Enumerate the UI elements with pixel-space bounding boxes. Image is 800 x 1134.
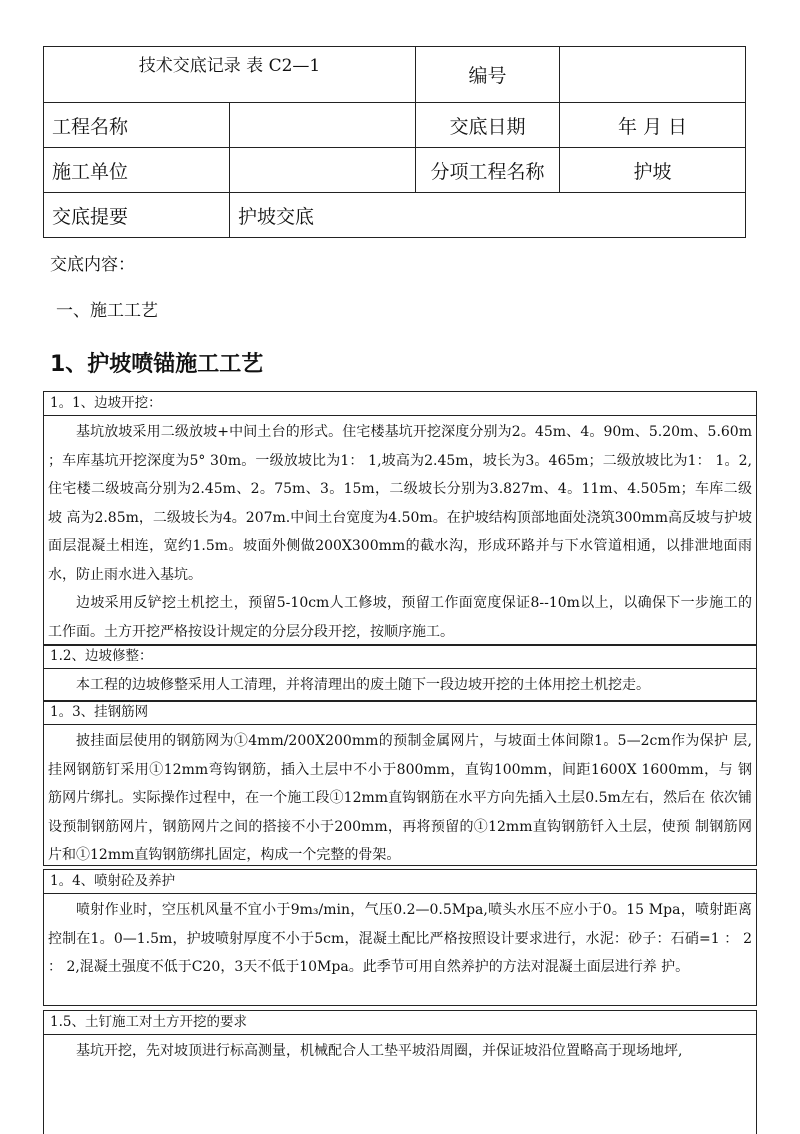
section-slope-excavation <box>43 391 757 646</box>
section-title: 1。4、喷射砼及养护 <box>43 869 757 894</box>
summary-value: 护坡交底 <box>230 193 746 238</box>
project-name-value <box>230 103 416 148</box>
number-label: 编号 <box>416 47 560 103</box>
sub-project-value: 护坡 <box>560 148 746 193</box>
summary-label: 交底提要 <box>44 193 230 238</box>
section-title: 1.2、边坡修整： <box>43 644 757 669</box>
section-steel-mesh <box>43 700 757 866</box>
content-label: 交底内容： <box>50 255 135 275</box>
main-heading: 1、护坡喷锚施工工艺 <box>50 352 264 377</box>
paragraph: 基坑放坡采用二级放坡+中间土台的形式。住宅楼基坑开挖深度分别为2。45m、4。90m、5.20m、5.60m ；车库基坑开挖深度为5° 30m。一级放坡比为1： 1,坡高为2.45m，坡长为3。465m；二级放坡比为1： 1。2, 住宅楼二级坡高分别为2.45m、2。75m、3。15m，二级坡长分别为3.827m、4。11m、4.505m；车库二级坡 高为2.85m，二级坡长为4。207m.中间土台宽度为4.50m。在护坡结构顶部地面处浇筑300mm高反坡与护坡面层混凝土相连，宽约1.5m。坡面外侧做200X300mm的截水沟，形成环路并与下水管道相通，以排泄地面雨水，防止雨水进入基坑。 <box>48 424 752 583</box>
unit-label: 施工单位 <box>44 148 230 193</box>
paragraph: 本工程的边坡修整采用人工清理，并将清理出的废土随下一段边坡开挖的土体用挖土机挖走。 <box>76 677 650 693</box>
paragraph: 边坡采用反铲挖土机挖土，预留5-10cm人工修坡，预留工作面宽度保证8--10m以上，以确保下一步施工的工作面。土方开挖严格按设计规定的分层分段开挖，按顺序施工。 <box>48 595 752 640</box>
paragraph: 喷射作业时，空压机风量不宜小于9m₃/min，气压0.2—0.5Mpa,喷头水压不应小于0。15 Mpa，喷射距离控制在1。0—1.5m，护坡喷射厚度不小于5cm，混凝土配比严格按照设计要求进行，水泥：砂子：石硝=1 ： 2 ： 2,混凝土强度不低于C20，3天不低于10Mpa。此季节可用自然养护的方法对混凝土面层进行养 护。 <box>48 902 752 975</box>
section-body <box>43 416 757 646</box>
section-body <box>43 725 757 866</box>
section-title: 1.5、土钉施工对土方开挖的要求 <box>43 1010 757 1035</box>
project-name-label: 工程名称 <box>44 103 230 148</box>
paragraph: 基坑开挖，先对坡顶进行标高测量，机械配合人工垫平坡沿周圈，并保证坡沿位置略高于现场地坪, <box>76 1043 683 1059</box>
section-soil-nail <box>43 1010 757 1134</box>
unit-value <box>230 148 416 193</box>
section-slope-trimming <box>43 644 757 702</box>
section-body <box>43 894 757 1006</box>
section-one-title: 一、施工工艺 <box>56 301 158 321</box>
section-body <box>43 1035 757 1134</box>
section-title: 1。1、边坡开挖： <box>43 391 757 416</box>
date-value: 年 月 日 <box>560 103 746 148</box>
date-label: 交底日期 <box>416 103 560 148</box>
section-title: 1。3、挂钢筋网 <box>43 700 757 725</box>
header-table <box>43 46 746 238</box>
form-title: 技术交底记录 表 C2—1 <box>44 47 416 103</box>
number-value <box>560 47 746 103</box>
section-body <box>43 669 757 702</box>
paragraph: 披挂面层使用的钢筋网为①4mm/200X200mm的预制金属网片，与坡面土体间隙1。5—2cm作为保护 层,挂网钢筋钉采用①12mm弯钩钢筋，插入土层中不小于800mm，直钩100mm，间距1600X 1600mm，与 钢 筋网片绑扎。实际操作过程中，在一个施工段①12mm直钩钢筋在水平方向先插入土层0.5m左右，然后在 依次铺设预制钢筋网片，钢筋网片之间的搭接不小于200mm，再将预留的①12mm直钩钢筋钎入土层，使预 制钢筋网片和①12mm直钩钢筋绑扎固定，构成一个完整的骨架。 <box>48 733 752 863</box>
section-shotcrete <box>43 869 757 1006</box>
sub-project-label: 分项工程名称 <box>416 148 560 193</box>
